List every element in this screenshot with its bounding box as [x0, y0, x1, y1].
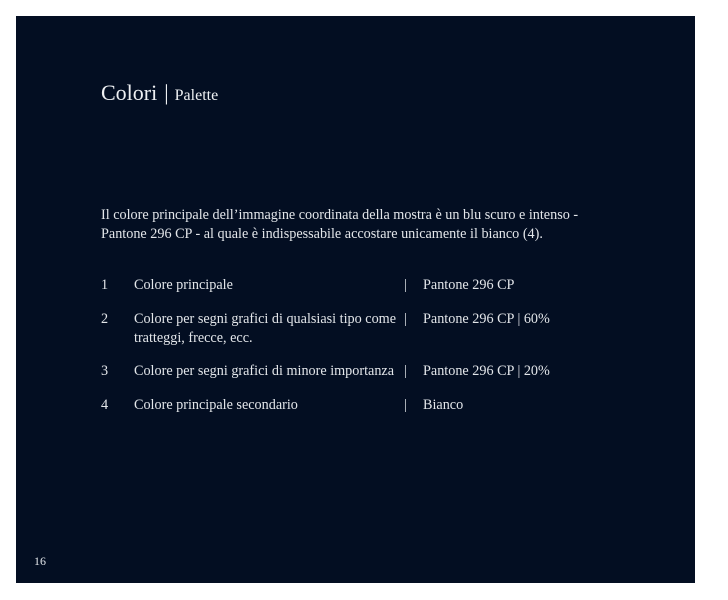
item-number: 4: [101, 397, 109, 413]
item-number: 3: [101, 363, 109, 379]
item-number: 2: [101, 311, 109, 327]
title-separator: |: [164, 80, 169, 105]
page-number: 16: [34, 554, 46, 568]
item-value: Pantone 296 CP | 20%: [423, 363, 550, 379]
item-separator: |: [404, 311, 407, 327]
intro-paragraph: Il colore principale dell’immagine coordinata della mostra è un blu scuro e intenso - Pantone 296 CP - al quale è indispessabile accostare unicamente il bianco (4).: [101, 207, 579, 242]
item-description: Colore principale: [134, 277, 233, 293]
title-main: Colori: [101, 80, 158, 105]
document-page: [16, 16, 695, 583]
item-separator: |: [404, 363, 407, 379]
item-description: Colore per segni grafici di qualsiasi tipo come tratteggi, frecce, ecc.: [134, 311, 397, 346]
title-subtitle: Palette: [174, 87, 219, 104]
item-separator: |: [404, 277, 407, 293]
item-value: Bianco: [423, 397, 464, 413]
page-title: [101, 80, 218, 106]
item-number: 1: [101, 277, 109, 293]
item-description: Colore per segni grafici di minore importanza: [134, 363, 395, 379]
item-separator: |: [404, 397, 407, 413]
item-value: Pantone 296 CP: [423, 277, 515, 293]
item-description: Colore principale secondario: [134, 397, 298, 413]
item-value: Pantone 296 CP | 60%: [423, 311, 550, 327]
